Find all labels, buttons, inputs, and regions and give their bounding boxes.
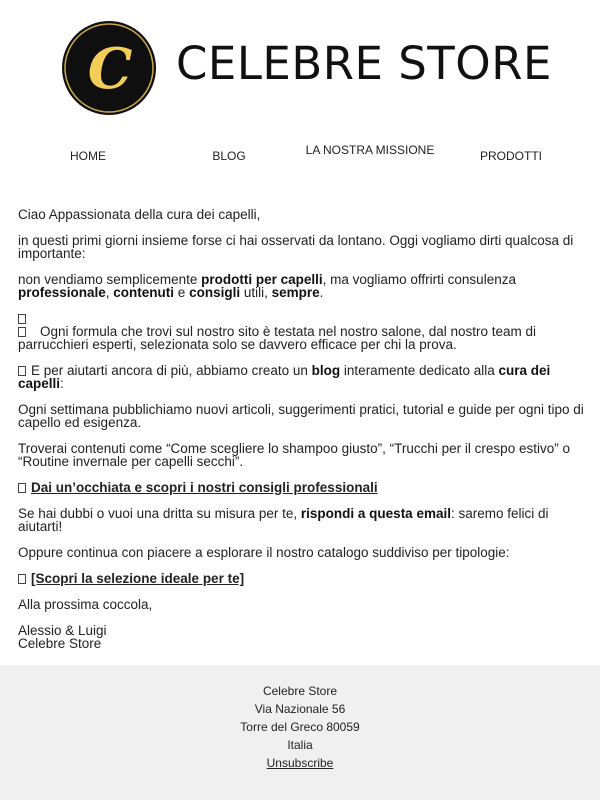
brand-name: CELEBRE STORE (176, 37, 552, 90)
footer-company: Celebre Store (262, 684, 338, 698)
blog-link[interactable]: Dai un’occhiata e scopri i nostri consigli professionali (31, 480, 378, 495)
nav-prodotti[interactable]: PRODOTTI (480, 149, 542, 163)
examples-paragraph: Troverai contenuti come “Come scegliere lo shampoo giusto”, “Trucchi per il crespo estivo” o “Routine invernale per capelli secchi”. (18, 441, 570, 469)
nav-home[interactable]: HOME (70, 149, 106, 163)
nav-blog[interactable]: BLOG (212, 149, 246, 163)
footer-street: Via Nazionale 56 (254, 702, 346, 716)
logo-letter: C (87, 36, 133, 102)
footer-country: Italia (287, 738, 313, 752)
intro-paragraph: in questi primi giorni insieme forse ci hai osservati da lontano. Oggi vogliamo dirti qualcosa di importante: (18, 233, 574, 261)
celebre-logo[interactable] (62, 21, 156, 115)
catalog-link[interactable]: [Scopri la selezione ideale per te] (31, 571, 245, 586)
reply-paragraph: Se hai dubbi o vuoi una dritta su misura per te, rispondi a questa email: saremo felici di aiutarti! (18, 506, 549, 534)
signature (18, 624, 584, 650)
pointer-emoji-icon (18, 366, 26, 376)
blog-link-row (18, 481, 584, 494)
email-body (18, 208, 584, 650)
closing: Alla prossima coccola, (18, 597, 153, 612)
weekly-paragraph: Ogni settimana pubblichiamo nuovi articoli, suggerimenti pratici, tutorial e guide per ogni tipo di capello ed esigenza. (18, 402, 584, 430)
catalog-link-row (18, 572, 584, 585)
signature-names: Alessio & Luigi (18, 623, 107, 638)
signature-store: Celebre Store (18, 636, 102, 651)
footer-city: Torre del Greco 80059 (240, 720, 360, 734)
mission-paragraph: non vendiamo semplicemente prodotti per capelli, ma vogliamo offrirti consulenza professionale, contenuti e consigli utili, sempre. (18, 272, 516, 300)
greeting: Ciao Appassionata della cura dei capelli, (18, 207, 261, 222)
link-emoji-icon (18, 483, 26, 493)
stylist-emoji-icon (18, 312, 40, 338)
shopping-emoji-icon (18, 574, 26, 584)
salon-paragraph: Ogni formula che trovi sul nostro sito è testata nel nostro salone, dal nostro team di parrucchieri esperti, selezionata solo se davvero efficace per chi la prova. (18, 312, 584, 351)
nav-la-nostra-missione[interactable]: LA NOSTRA MISSIONE (305, 143, 435, 157)
blog-paragraph: E per aiutarti ancora di più, abbiamo creato un blog interamente dedicato alla cura dei capelli: (18, 363, 551, 391)
unsubscribe-link[interactable]: Unsubscribe (266, 756, 334, 770)
main-nav (0, 140, 600, 180)
email-header (0, 0, 600, 130)
logo-emblem-icon (62, 21, 156, 115)
email-footer (0, 665, 600, 800)
catalog-paragraph: Oppure continua con piacere a esplorare il nostro catalogo suddiviso per tipologie: (18, 545, 510, 560)
